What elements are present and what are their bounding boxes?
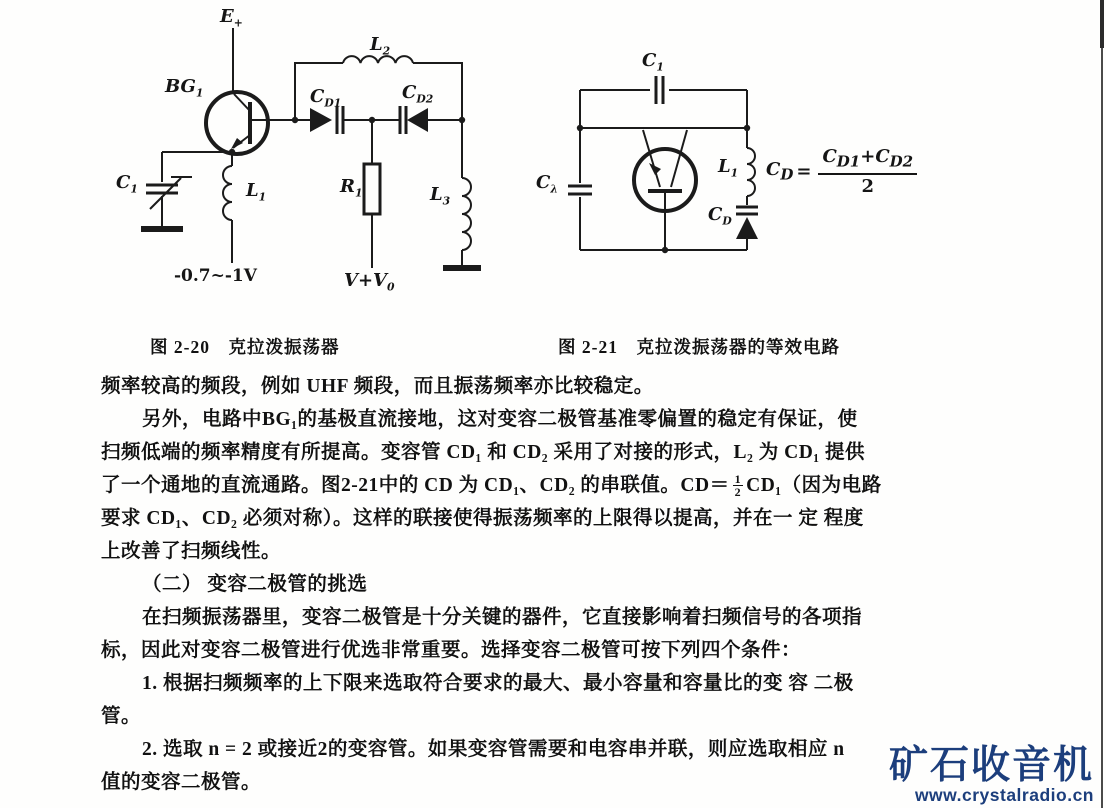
body-line: 要求 CD₁、CD₂ 必须对称）。这样的联接使得振荡频率的上限得以提高，并在一 定 程度 (101, 508, 864, 529)
varactor-cd1-symbol (310, 106, 343, 134)
capacitor-c1-symbol (656, 76, 663, 104)
body-line: 标，因此对变容二极管进行优选非常重要。选择变容二极管可按下列四个条件： (101, 640, 802, 661)
label-c1: $C_1$ (116, 172, 138, 196)
label-l1-equiv: $L_1$ (718, 156, 739, 180)
varactor-cd2-symbol (400, 106, 428, 134)
figures-band (0, 0, 1106, 330)
inductor-l3-coil (462, 178, 471, 250)
body-line: 1. 根据扫频频率的上下限来选取符合要求的最大、最小容量和容量比的变 容 二极 (141, 673, 854, 694)
body-line: 管。 (101, 706, 142, 727)
junction-dot (577, 125, 583, 131)
body-line: 另外，电路中BG₁的基极直流接地，这对变容二极管基准零偏置的稳定有保证，使 (141, 409, 858, 430)
label-c1-equiv: $C_1$ (642, 50, 664, 74)
label-bg1: $BG_1$ (165, 76, 204, 100)
figure-caption-2-20: 图 2-20 克拉泼振荡器 (150, 337, 340, 357)
label-cd-equiv: $C_D$ (708, 204, 732, 228)
circuit-diagrams-svg (0, 0, 1106, 330)
equivalent-capacitance-formula: $C_D$ = $\frac{C_{D1}+C_{D2}}{2}$ (766, 146, 917, 197)
transistor-bg1-symbol (206, 92, 268, 154)
label-l2: $L_2$ (370, 34, 391, 58)
circuit-fig-2-20 (141, 28, 481, 268)
body-line-with-fraction: 了一个通地的直流通路。图2-21中的 CD 为 CD₁、CD₂ 的串联值。CD＝ $\frac{1}{2}$ CD₁（因为电路 (101, 471, 882, 500)
label-r1: $R_1$ (340, 176, 363, 200)
inductor-l1-coil (747, 148, 755, 196)
transistor-symbol (634, 130, 696, 250)
junction-dot (369, 117, 375, 123)
scan-page-edge-dark (1100, 0, 1104, 48)
inline-fraction: $\frac{1}{2}$ (734, 471, 742, 500)
label-tuning-voltage: $V+V_0$ (344, 270, 395, 294)
label-bias-voltage: -0.7~-1V (174, 266, 257, 286)
body-line: 频率较高的频段，例如 UHF 频段，而且振荡频率亦比较稳定。 (101, 376, 654, 397)
scan-page-edge (1101, 0, 1103, 808)
varactor-cd-symbol (736, 207, 758, 239)
body-line: 扫频低端的频率精度有所提高。变容管 CD₁ 和 CD₂ 采用了对接的形式，L₂ 为 CD₁ 提供 (101, 442, 866, 463)
crystalradio-watermark (888, 743, 1094, 805)
body-line: 上改善了扫频线性。 (101, 541, 282, 562)
label-l1: $L_1$ (246, 180, 267, 204)
capacitor-clambda-symbol (568, 186, 592, 194)
body-text (101, 370, 1017, 799)
section-heading: （二） 变容二极管的挑选 (141, 574, 368, 595)
inductor-l1-coil (223, 166, 232, 220)
figure-caption-2-21: 图 2-21 克拉泼振荡器的等效电路 (558, 337, 840, 357)
body-line: 在扫频振荡器里，变容二极管是十分关键的器件，它直接影响着扫频信号的各项指 (141, 607, 862, 628)
body-line: 2. 选取 n = 2 或接近2的变容管。如果变容管需要和电容串并联，则应选取相应 n (141, 739, 845, 760)
resistor-r1-symbol (364, 164, 380, 214)
body-line: 值的变容二极管。 (101, 772, 262, 793)
watermark-url: www.crystalradio.cn (914, 784, 1094, 805)
label-cd1: $C_{D1}$ (310, 86, 342, 110)
label-l3: $L_3$ (430, 184, 451, 208)
inductor-l2-coil (343, 56, 413, 63)
label-cd2: $C_{D2}$ (402, 82, 434, 106)
watermark-title: 矿石收音机 (888, 743, 1094, 787)
label-e-supply: $E_+$ (220, 6, 243, 30)
variable-capacitor-c1-symbol (146, 177, 192, 209)
label-clambda: $C_\lambda$ (536, 172, 558, 196)
